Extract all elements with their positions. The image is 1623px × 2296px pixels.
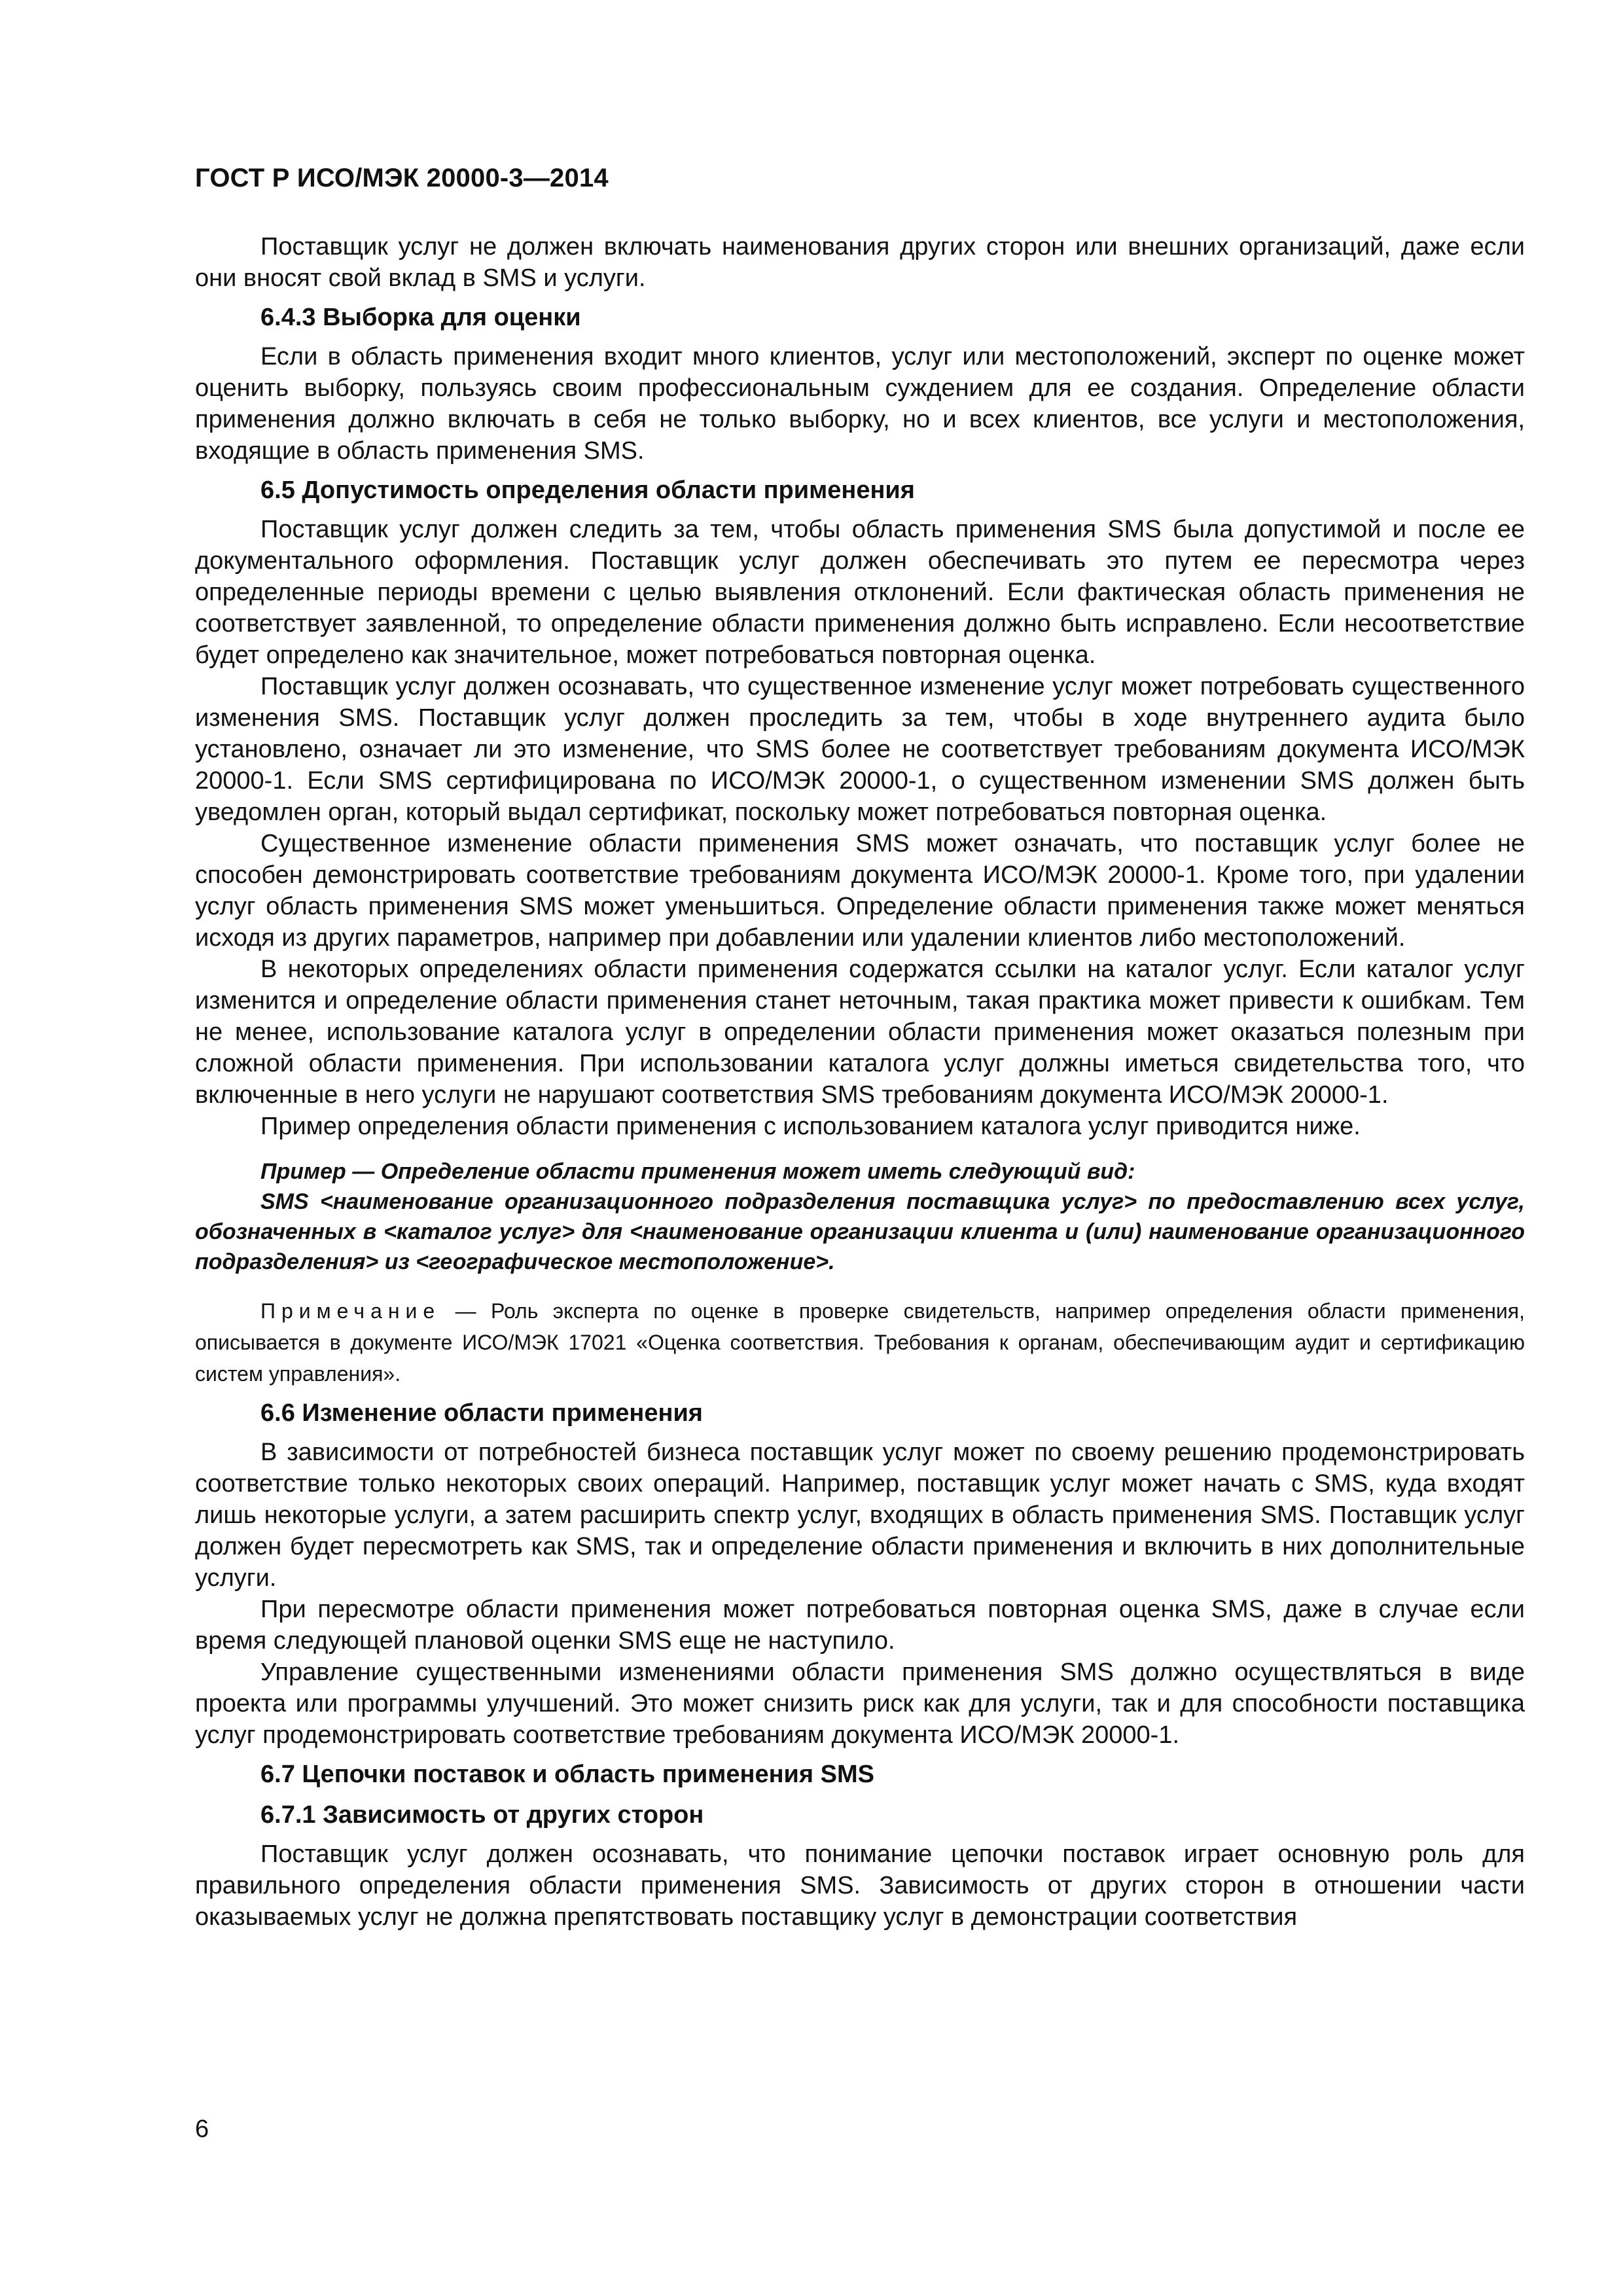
paragraph: Поставщик услуг не должен включать наименования других сторон или внешних организаций, даже если они вносят свой вклад в SMS и услуги. <box>195 233 1525 292</box>
paragraph: Поставщик услуг должен осознавать, что понимание цепочки поставок играет основную роль для правильного определения области применения SMS. Зависимость от других сторон в отношении части оказываемых услуг не должна препятствовать поставщику услуг в демонстрации соответствия <box>195 1840 1525 1931</box>
section-heading-6-5: 6.5 Допустимость определения области применения <box>260 476 915 504</box>
example-title: Пример — Определение области применения может иметь следующий вид: <box>260 1159 1135 1184</box>
note <box>195 1295 1525 1390</box>
section-heading-6-7-1: 6.7.1 Зависимость от других сторон <box>260 1801 704 1829</box>
document-header: ГОСТ Р ИСО/МЭК 20000-3—2014 <box>195 164 609 192</box>
paragraph: Поставщик услуг должен следить за тем, чтобы область применения SMS была допустимой и после ее документального оформления. Поставщик услуг должен обеспечивать это путем ее пересмотра через определенные периоды времени с целью выявления отклонений. Если фактическая область применения не соответствует заявленной, то определение области применения должно быть исправлено. Если несоответствие будет определено как значительное, может потребоваться повторная оценка. <box>195 516 1525 669</box>
note-label: Примечание <box>260 1299 441 1323</box>
paragraph: Поставщик услуг должен осознавать, что существенное изменение услуг может потребовать существенного изменения SMS. Поставщик услуг должен проследить за тем, чтобы в ходе внутреннего аудита было установлено, означает ли это изменение, что SMS более не соответствует требованиям документа ИСО/МЭК 20000-1. Если SMS сертифицирована по ИСО/МЭК 20000-1, о существенном изменении SMS должен быть уведомлен орган, который выдал сертификат, поскольку может потребоваться повторная оценка. <box>195 673 1525 826</box>
section-heading-6-7: 6.7 Цепочки поставок и область применения SMS <box>260 1761 874 1788</box>
paragraph: Управление существенными изменениями области применения SMS должно осуществляться в виде проекта или программы улучшений. Это может снизить риск как для услуги, так и для способности поставщика услуг продемонстрировать соответствие требованиям документа ИСО/МЭК 20000-1. <box>195 1659 1525 1749</box>
paragraph: Существенное изменение области применения SMS может означать, что поставщик услуг более не способен демонстрировать соответствие требованиям документа ИСО/МЭК 20000-1. Кроме того, при удалении услуг область применения SMS может уменьшиться. Определение области применения также может меняться исходя из других параметров, например при добавлении или удалении клиентов либо местоположений. <box>195 830 1525 952</box>
paragraph: Пример определения области применения с использованием каталога услуг приводится ниже. <box>260 1113 1361 1140</box>
document-page <box>195 164 1525 1933</box>
paragraph: Если в область применения входит много клиентов, услуг или местоположений, эксперт по оценке может оценить выборку, пользуясь своим профессиональным суждением для ее создания. Определение области применения должно включать в себя не только выборку, но и всех клиентов, все услуги и местоположения, входящие в область применения SMS. <box>195 343 1525 465</box>
note-text: — Роль эксперта по оценке в проверке свидетельств, например определения области применения, описывается в документе ИСО/МЭК 17021 «Оценка соответствия. Требования к органам, обеспечивающим аудит и сертификацию систем управления». <box>195 1299 1525 1386</box>
paragraph: При пересмотре области применения может потребоваться повторная оценка SMS, даже в случае если время следующей плановой оценки SMS еще не наступило. <box>195 1596 1525 1655</box>
paragraph: В зависимости от потребностей бизнеса поставщик услуг может по своему решению продемонстрировать соответствие только некоторых своих операций. Например, поставщик услуг может начать с SMS, куда входят лишь некоторые услуги, а затем расширить спектр услуг, входящих в область применения SMS. Поставщик услуг должен будет пересмотреть как SMS, так и определение области применения и включить в них дополнительные услуги. <box>195 1439 1525 1592</box>
paragraph: В некоторых определениях области применения содержатся ссылки на каталог услуг. Если каталог услуг изменится и определение области применения станет неточным, такая практика может привести к ошибкам. Тем не менее, использование каталога услуг в определении области применения может оказаться полезным при сложной области применения. При использовании каталога услуг должны иметься свидетельства того, что включенные в него услуги не нарушают соответствия SMS требованиям документа ИСО/МЭК 20000-1. <box>195 956 1525 1109</box>
page-number: 6 <box>195 2115 209 2143</box>
section-heading-6-4-3: 6.4.3 Выборка для оценки <box>260 304 581 331</box>
example-text: SMS <наименование организационного подразделения поставщика услуг> по предоставлению всех услуг, обозначенных в <каталог услуг> для <наименование организации клиента и (или) наименование организационного подразделения> из <географическое местоположение>. <box>195 1189 1525 1274</box>
section-heading-6-6: 6.6 Изменение области применения <box>260 1399 703 1427</box>
